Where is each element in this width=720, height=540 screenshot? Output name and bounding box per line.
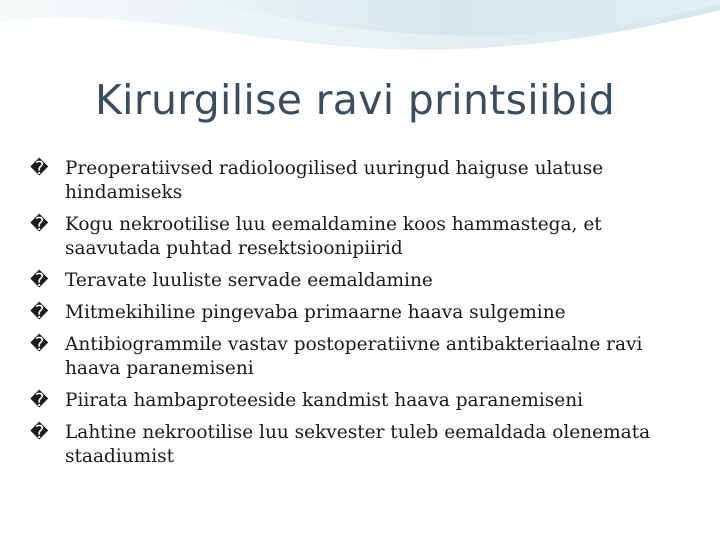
list-item xyxy=(30,269,690,293)
bullet-text: Piirata hambaproteeside kandmist haava paranemiseni xyxy=(65,390,584,411)
bullet-list xyxy=(30,157,690,477)
bullet-icon: � xyxy=(30,214,49,235)
slide-title: Kirurgilise ravi printsiibid xyxy=(94,76,616,124)
bullet-text: Lahtine nekrootilise luu sekvester tuleb eemaldada olenemata staadiumist xyxy=(65,422,651,467)
list-item xyxy=(30,157,690,205)
bullet-text: Kogu nekrootilise luu eemaldamine koos hammastega, et saavutada puhtad resektsioonipiirid xyxy=(65,214,602,259)
bullet-text: Mitmekihiline pingevaba primaarne haava sulgemine xyxy=(65,302,566,323)
bullet-icon: � xyxy=(30,158,49,179)
bullet-icon: � xyxy=(30,334,49,355)
bullet-text: Preoperatiivsed radioloogilised uuringud haiguse ulatuse hindamiseks xyxy=(65,158,604,203)
header-wave-decoration xyxy=(0,0,720,80)
bullet-icon: � xyxy=(30,270,49,291)
bullet-text: Antibiogrammile vastav postoperatiivne antibakteriaalne ravi haava paranemiseni xyxy=(65,334,643,379)
bullet-icon: � xyxy=(30,302,49,323)
list-item xyxy=(30,389,690,413)
list-item xyxy=(30,421,690,469)
bullet-icon: � xyxy=(30,422,49,443)
bullet-icon: � xyxy=(30,390,49,411)
list-item xyxy=(30,333,690,381)
list-item xyxy=(30,213,690,261)
list-item xyxy=(30,301,690,325)
bullet-text: Teravate luuliste servade eemaldamine xyxy=(65,270,433,291)
